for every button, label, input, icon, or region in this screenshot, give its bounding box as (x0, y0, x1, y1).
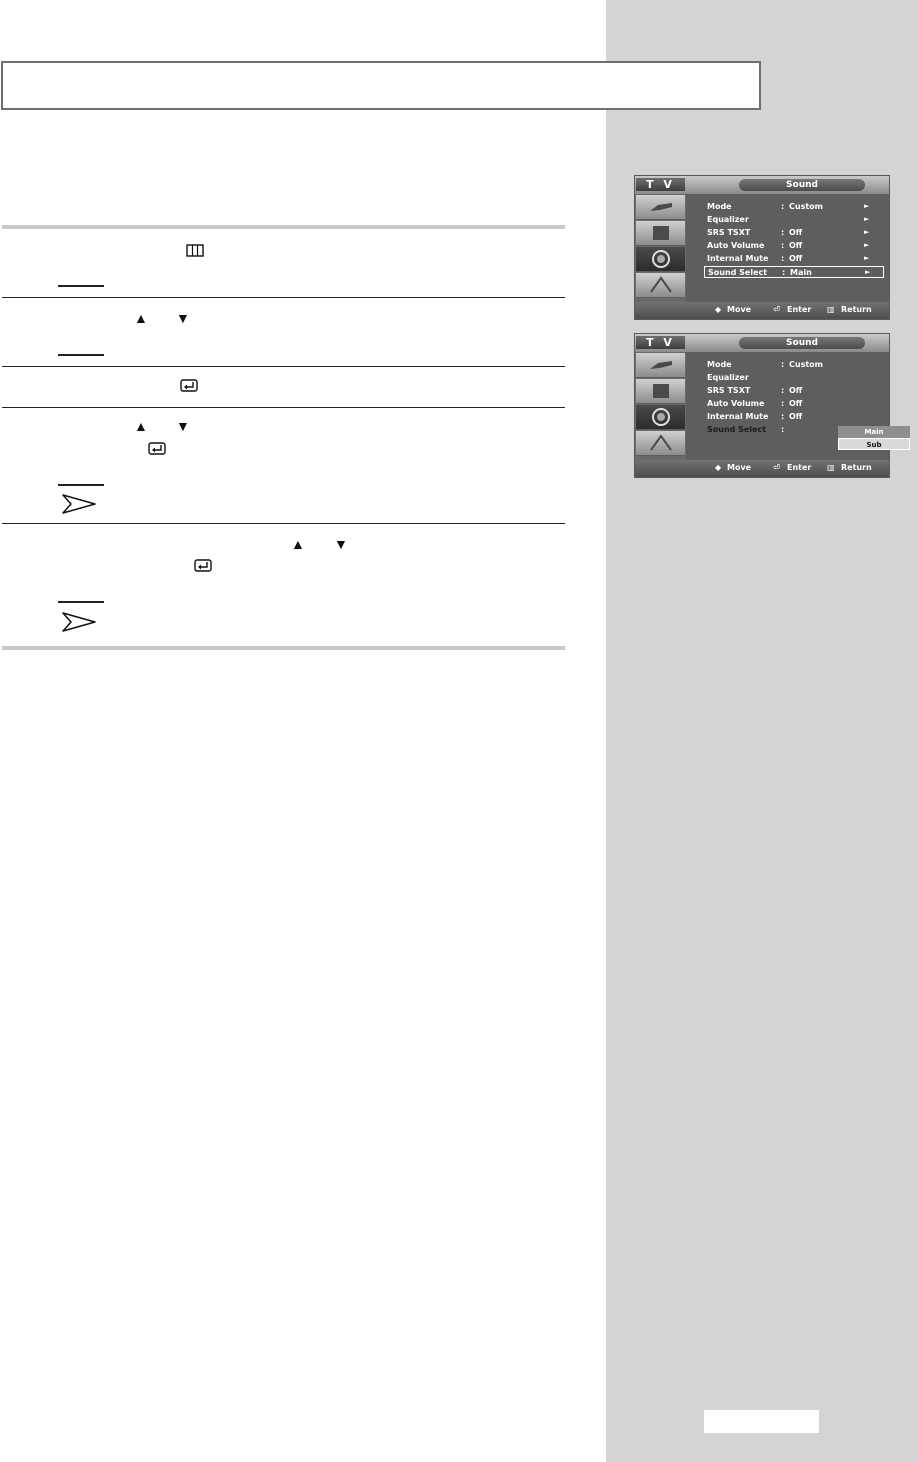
steps-bottom-rule (2, 646, 565, 650)
menu-key-icon (186, 244, 204, 257)
osd-menu-body (686, 194, 889, 302)
down-triangle-icon: ▼ (176, 418, 190, 434)
osd-tv-label: T V (636, 336, 685, 349)
osd-top-bar (635, 334, 889, 352)
menu-key-icon: ▥ (827, 463, 835, 472)
osd-menu-row[interactable]: SRS TSXT : Off (707, 386, 803, 395)
picture-category-icon (636, 353, 685, 378)
osd-footer-bar (635, 460, 889, 477)
result-underline (58, 354, 104, 356)
osd-footer-bar (635, 302, 889, 319)
osd-menu-row-active[interactable]: Sound Select : (707, 425, 785, 434)
sound-select-option-sub[interactable]: Sub (838, 438, 910, 450)
osd-menu-row[interactable]: Auto Volume : Off ► (707, 241, 870, 250)
step-divider (2, 523, 565, 524)
step-divider (2, 407, 565, 408)
osd-menu-row[interactable]: Mode : Custom ► (707, 202, 870, 211)
osd-menu-row[interactable]: Equalizer (707, 373, 749, 382)
osd-return-label: Return (841, 305, 872, 314)
osd-menu-title: Sound (739, 179, 865, 191)
move-arrows-icon: ◆ (715, 463, 722, 472)
note-underline (58, 601, 104, 603)
setup-category-icon (636, 273, 685, 298)
picture-category-icon (636, 195, 685, 220)
osd-return-label: Return (841, 463, 872, 472)
up-triangle-icon: ▲ (291, 536, 305, 552)
osd-top-bar (635, 176, 889, 194)
tv-osd-sound-menu (634, 175, 890, 320)
osd-menu-row[interactable]: Auto Volume : Off (707, 399, 803, 408)
note-arrow-icon (62, 611, 96, 633)
note-underline (58, 484, 104, 486)
down-triangle-icon: ▼ (334, 536, 348, 552)
enter-key-icon (180, 379, 198, 392)
tv-category-icon (636, 379, 685, 404)
osd-move-label: Move (727, 463, 752, 472)
sound-category-icon (636, 405, 685, 430)
osd-move-label: Move (727, 305, 752, 314)
osd-tv-label: T V (636, 178, 685, 191)
sound-category-icon (636, 247, 685, 272)
move-arrows-icon: ◆ (715, 305, 722, 314)
down-triangle-icon: ▼ (176, 310, 190, 326)
enter-key-icon (148, 442, 166, 455)
osd-menu-row-selected[interactable]: Sound Select : Main ► (704, 266, 884, 278)
note-arrow-icon (62, 493, 96, 515)
osd-category-column (635, 352, 686, 460)
sound-select-option-main[interactable]: Main (838, 426, 910, 438)
up-triangle-icon: ▲ (134, 310, 148, 326)
osd-enter-label: Enter (787, 463, 812, 472)
setup-category-icon (636, 431, 685, 456)
up-triangle-icon: ▲ (134, 418, 148, 434)
osd-menu-row[interactable]: Internal Mute : Off (707, 412, 803, 421)
tv-category-icon (636, 221, 685, 246)
osd-menu-row[interactable]: Internal Mute : Off ► (707, 254, 870, 263)
osd-category-column (635, 194, 686, 302)
osd-menu-row[interactable]: Equalizer ► (707, 215, 870, 224)
step-divider (2, 297, 565, 298)
osd-menu-title: Sound (739, 337, 865, 349)
result-underline (58, 285, 104, 287)
page-footer-box (704, 1410, 819, 1433)
osd-menu-row[interactable]: Mode : Custom (707, 360, 823, 369)
osd-menu-row[interactable]: SRS TSXT : Off ► (707, 228, 870, 237)
enter-key-icon: ⏎ (773, 305, 780, 314)
enter-key-icon: ⏎ (773, 463, 780, 472)
osd-menu-body (686, 352, 889, 460)
menu-key-icon: ▥ (827, 305, 835, 314)
enter-key-icon (194, 559, 212, 572)
steps-top-rule (2, 225, 565, 229)
osd-enter-label: Enter (787, 305, 812, 314)
title-box (1, 61, 761, 110)
step-divider (2, 366, 565, 367)
tv-osd-sound-select (634, 333, 890, 478)
